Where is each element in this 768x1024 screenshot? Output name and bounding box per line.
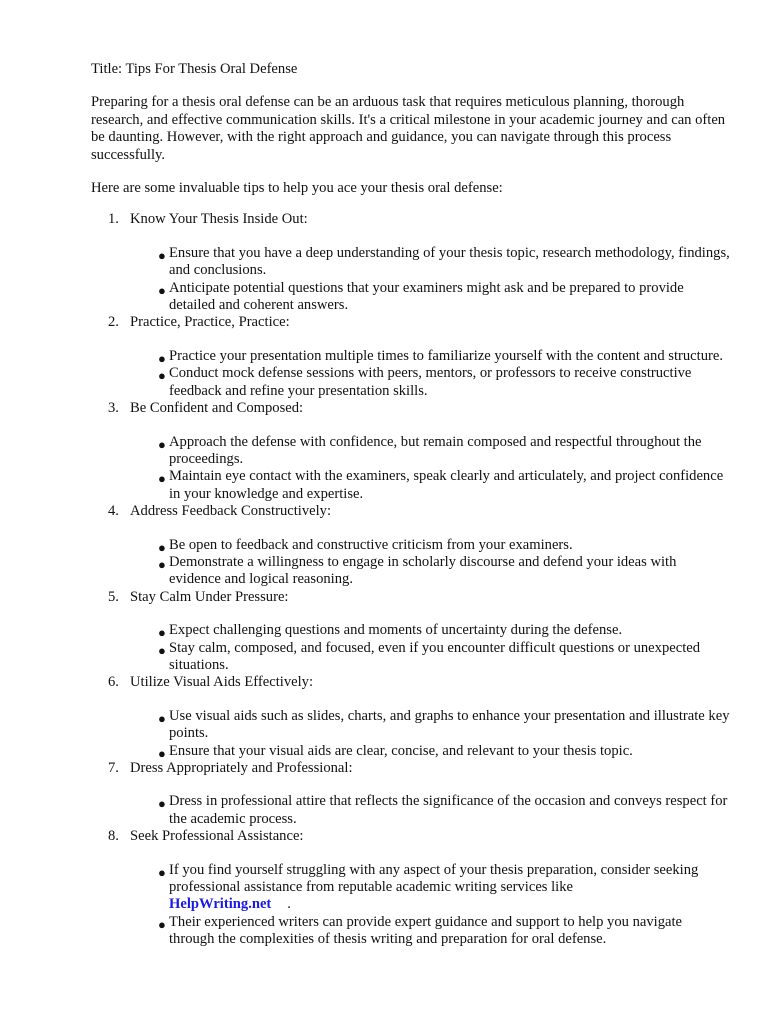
bullet-item [130, 468, 731, 503]
bullet-list [130, 708, 731, 760]
tip-number: 3. [108, 400, 119, 417]
bullet-text: Anticipate potential questions that your examiners might ask and be prepared to provide detailed and coherent answers. [169, 279, 684, 314]
bullet-item [130, 434, 731, 469]
bullet-text: Conduct mock defense sessions with peers, mentors, or professors to receive constructive feedback and refine your presentation skills. [169, 365, 692, 399]
bullet-text: Be open to feedback and constructive criticism from your examiners. [169, 536, 573, 553]
document-title: Title: Tips For Thesis Oral Defense [91, 61, 298, 77]
tips-list [91, 211, 731, 948]
bullet-item [130, 554, 731, 589]
bullet-icon: ● [158, 916, 166, 932]
bullet-icon: ● [158, 745, 166, 761]
tip-item [91, 760, 731, 828]
tip-heading: Utilize Visual Aids Effectively: [130, 674, 313, 691]
bullet-item [130, 365, 731, 400]
bullet-item [130, 348, 731, 365]
lead-paragraph: Here are some invaluable tips to help you ace your thesis oral defense: [91, 180, 503, 197]
bullet-text: Approach the defense with confidence, but remain composed and respectful throughout the proceedings. [169, 433, 702, 467]
bullet-text: Use visual aids such as slides, charts, and graphs to enhance your presentation and illustrate key points. [169, 707, 730, 742]
bullet-icon: ● [158, 471, 166, 487]
helpwriting-link[interactable]: HelpWriting.net [169, 896, 272, 913]
tip-item [91, 503, 731, 589]
bullet-item [130, 280, 731, 315]
bullet-text: Dress in professional attire that reflects the significance of the occasion and conveys respect for the academic process. [169, 793, 728, 827]
document-page [91, 61, 731, 949]
tip-number: 5. [108, 588, 119, 605]
bullet-icon: ● [158, 368, 166, 384]
bullet-text: Maintain eye contact with the examiners, speak clearly and articulately, and project confidence in your knowledge and expertise. [169, 468, 724, 502]
bullet-list [130, 434, 731, 504]
tip-item [91, 828, 731, 948]
bullet-text: Their experienced writers can provide expert guidance and support to help you navigate through the complexities of thesis writing and preparation for oral defense. [169, 913, 683, 948]
tip-number: 4. [108, 503, 119, 520]
bullet-icon: ● [158, 350, 166, 366]
bullet-list [130, 537, 731, 589]
tip-heading: Address Feedback Constructively: [130, 503, 332, 520]
tip-heading: Dress Appropriately and Professional: [130, 760, 353, 776]
tip-item [91, 674, 731, 760]
bullet-item [130, 622, 731, 639]
bullet-icon: ● [158, 625, 166, 641]
link-suffix: . [287, 896, 291, 913]
tip-number: 2. [108, 314, 119, 331]
tip-item [91, 400, 731, 503]
bullet-text: If you find yourself struggling with any aspect of your thesis preparation, consider seeking professional assistance from reputable academic writing services like [169, 861, 699, 896]
bullet-icon: ● [158, 710, 166, 726]
bullet-item [130, 862, 731, 914]
tip-item [91, 314, 731, 400]
tip-number: 6. [108, 674, 119, 691]
tip-heading: Know Your Thesis Inside Out: [130, 211, 308, 228]
tip-heading: Be Confident and Composed: [130, 400, 304, 417]
bullet-item [130, 793, 731, 828]
tip-heading: Practice, Practice, Practice: [130, 314, 290, 331]
bullet-item [130, 708, 731, 743]
bullet-list [130, 348, 731, 400]
tip-heading: Seek Professional Assistance: [130, 828, 304, 845]
bullet-text: Stay calm, composed, and focused, even if you encounter difficult questions or unexpected situations. [169, 639, 701, 673]
bullet-text: Ensure that your visual aids are clear, concise, and relevant to your thesis topic. [169, 742, 633, 759]
tip-number: 1. [108, 211, 119, 228]
bullet-icon: ● [158, 539, 166, 555]
tip-item [91, 589, 731, 675]
bullet-icon: ● [158, 436, 166, 452]
bullet-item [130, 537, 731, 554]
bullet-icon: ● [158, 796, 166, 812]
bullet-icon: ● [158, 282, 166, 298]
bullet-text: Ensure that you have a deep understanding of your thesis topic, research methodology, findings, and conclusions. [169, 244, 730, 279]
bullet-list [130, 622, 731, 674]
bullet-icon: ● [158, 556, 166, 572]
tip-heading: Stay Calm Under Pressure: [130, 588, 289, 605]
bullet-icon: ● [158, 247, 166, 263]
bullet-list [130, 245, 731, 315]
bullet-list [130, 862, 731, 949]
bullet-icon: ● [158, 642, 166, 658]
bullet-text: Expect challenging questions and moments of uncertainty during the defense. [169, 622, 623, 639]
bullet-item [130, 245, 731, 280]
tip-number: 8. [108, 828, 119, 845]
bullet-item [130, 914, 731, 949]
intro-paragraph: Preparing for a thesis oral defense can be an arduous task that requires meticulous planning, thorough research, and effective communication skills. It's a critical milestone in your academic journey and can often be daunting. However, with the right approach and guidance, you can navigate through this process successfully. [91, 94, 726, 163]
bullet-text: Demonstrate a willingness to engage in scholarly discourse and defend your ideas with evidence and logical reasoning. [169, 553, 677, 588]
bullet-item [130, 640, 731, 675]
tip-item [91, 211, 731, 314]
tip-number: 7. [108, 760, 119, 776]
bullet-item [130, 743, 731, 760]
bullet-text: Practice your presentation multiple times to familiarize yourself with the content and structure. [169, 347, 723, 364]
bullet-list [130, 793, 731, 828]
bullet-icon: ● [158, 864, 166, 880]
